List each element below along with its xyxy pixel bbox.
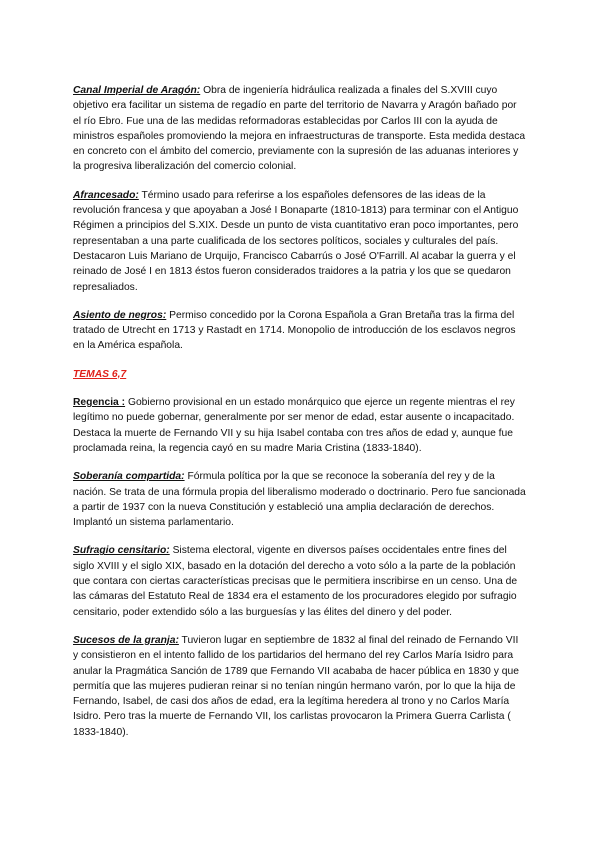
entry-term: Canal Imperial de Aragón: [73,85,201,96]
entry-text: Término usado para referirse a los españoles defensores de las ideas de la revolución francesa y que apoyaban a José I Bonaparte (1810-1813) para terminar con el Antiguo Régimen a principios del S.XIX. Desde un punto de vista cuantitativo eran poco importantes, pero representaban a una parte cualificada de los sectores políticos, sociales y culturales del país. Destacaron Luis Mariano de Urquijo, Francisco Cabarrús o José O'Farrill. Al acabar la guerra y el reinado de José I en 1813 éstos fueron considerados traidores a la patria y los que se quedaron represaliados. [73,189,519,293]
entry-text: Obra de ingeniería hidráulica realizada a finales del S.XVIII cuyo objetivo era facilitar un sistema de regadío en parte del territorio de Navarra y Aragón bañado por el río Ebro. Fue una de las medidas reformadoras establecidas por Carlos III con la ayuda de ministros españoles promoviendo la mejora en infraestructuras de transporte. Esta medida destaca en concreto con el ámbito del comercio, previamente con la supresión de las aduanas interiores y la progresiva liberalización del comercio colonial. [73,85,526,173]
entry-term: Regencia : [73,397,126,409]
entry-sufragio-censitario [73,543,526,619]
entry-text: Permiso concedido por la Corona Española a Gran Bretaña tras la firma del tratado de Utrecht en 1713 y Rastadt en 1714. Monopolio de introducción de los esclavos negros en la América española. [73,309,516,352]
entry-text: Sistema electoral, vigente en diversos países occidentales entre fines del siglo XVIII y el siglo XIX, basado en la dotación del derecho a voto sólo a la parte de la población que contara con ciertas características precisas que le permitiera inscribirse en un censo. Una de las cámaras del Estatuto Real de 1834 era el estamento de los procuradores elegido por sufragio censitario, poder extendido sólo a las burguesías y las élites del dinero y del poder. [73,545,518,618]
entry-text: Tuvieron lugar en septiembre de 1832 al final del reinado de Fernando VII y consistieron en el intento fallido de los partidarios del hermano del rey Carlos María Isidro para anular la Pragmática Sanción de 1789 que Fernando VII acababa de hacer pública en 1830 y que permitía que las mujeres pudieran reinar si no tenían ningún hermano varón, por lo que la hija de Fernando, Isabel, de casi dos años de edad, era la legítima heredera al trono y no Carlos María Isidro. Pero tras la muerte de Fernando VII, los carlistas provocaron la Primera Guerra Carlista ( 1833-1840). [73,634,519,738]
entry-soberania-compartida [73,469,526,530]
entry-regencia [73,395,526,456]
entry-text: Fórmula política por la que se reconoce la soberanía del rey y de la nación. Se trata de una fórmula propia del liberalismo moderado o doctrinario. Pero fue sancionada a partir de 1937 con la nueva Constitución y estableció una amplia declaración de derechos. Implantó un sistema parlamentario. [73,471,526,529]
entry-text: Gobierno provisional en un estado monárquico que ejerce un regente mientras el rey legítimo no puede gobernar, generalmente por ser menor de edad, estar ausente o incapacitado. Destaca la muerte de Fernando VII y su hija Isabel contaba con tres años de edad y, aunque fue proclamada reina, la regencia cayó en su madre Maria Cristina (1833-1840). [73,397,515,454]
section-heading: TEMAS 6,7 [73,368,127,380]
entry-sucesos-de-la-granja [73,633,526,740]
entry-canal-imperial [73,83,526,175]
entry-term: Asiento de negros: [73,309,167,321]
entry-term: Sufragio censitario: [73,545,170,557]
entry-term: Afrancesado: [73,189,139,201]
entry-asiento-de-negros [73,308,526,354]
entry-term: Sucesos de la granja: [73,634,179,646]
entry-afrancesado [73,188,526,295]
entry-term: Soberanía compartida: [73,471,185,483]
